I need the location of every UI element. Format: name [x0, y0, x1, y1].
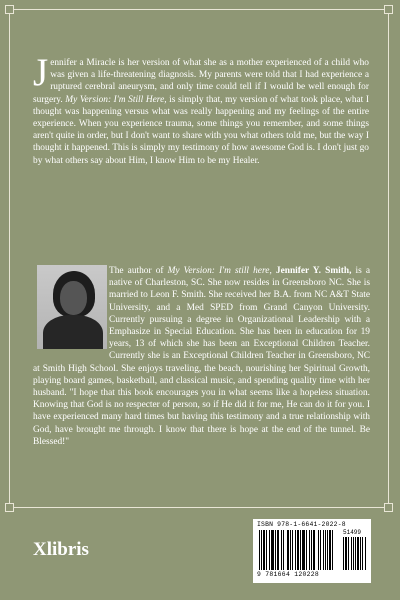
price-code: 51499 [343, 529, 362, 536]
bio-text-c: is a native of Charleston, SC. She now resides in Greensboro NC. She is married to Leon F. Smith. She received her B.A. from NC A&T State University, and a Med SPED from Grand Canyon University. Currently pursuing a degree in Organizational Leadership with a Emphasize in Special Education. She has been in education for 19 years, 13 of which she has been an Exceptional Children Teacher. Currently she is an Exceptional Children Teacher in Greensboro, NC at Smith High School. She enjoys traveling, the beach, nourishing her Spiritual Growth, playing board games, basketball, and classical music, and spending quality time with her husband. "I hope that this book encourages you in what seems like a hopeless situation. Knowing that God is no respecter of person, so if He did it for me, He can do it for you. I have experienced many hard times but having this testimony and a true relationship with God, have brought me through. I know that there is hope at the end of the tunnel. Be Blessed!" [33, 266, 371, 447]
drop-cap: J [33, 51, 49, 94]
frame-corner-ornament [384, 503, 393, 512]
barcode-bars [259, 530, 339, 570]
bio-text-b: , [269, 266, 276, 276]
frame-corner-ornament [5, 503, 14, 512]
isbn-label: ISBN 978-1-6641-2022-8 [257, 521, 346, 528]
author-name: Jennifer Y. Smith, [275, 266, 352, 276]
description-text-b: is simply that, my version of what took place, what I thought was happening versus what was really happening and my feelings of the entire experience. When you experience trauma, some things you remember, and some things aren't quite in order, but I don't want to share with you what others told me, but the way I thought it happened. This is simply my testimony of how awesome God is. I don't just go by what others say about Him, I know Him to be my Healer. [33, 94, 369, 166]
barcode-addon-bars [343, 537, 367, 570]
barcode-digits: 9 781664 120228 [257, 571, 320, 578]
frame-corner-ornament [5, 5, 14, 14]
book-description [33, 51, 369, 167]
frame-corner-ornament [384, 5, 393, 14]
bio-title: My Version: I'm still here [167, 266, 270, 276]
publisher-logo: Xlibris [33, 539, 89, 560]
author-bio [33, 265, 370, 448]
bio-text-a: The author of [109, 266, 168, 276]
description-title: My Version: I'm Still Here, [65, 94, 167, 105]
isbn-barcode [253, 519, 371, 583]
description-text-a: ennifer a Miracle is her version of what she as a mother experienced of a child who was given a life-threatening diagnosis. My parents were told that I had experience a ruptured cerebral aneurysm, and only time could tell if I would be well enough for surgery. [33, 58, 369, 105]
